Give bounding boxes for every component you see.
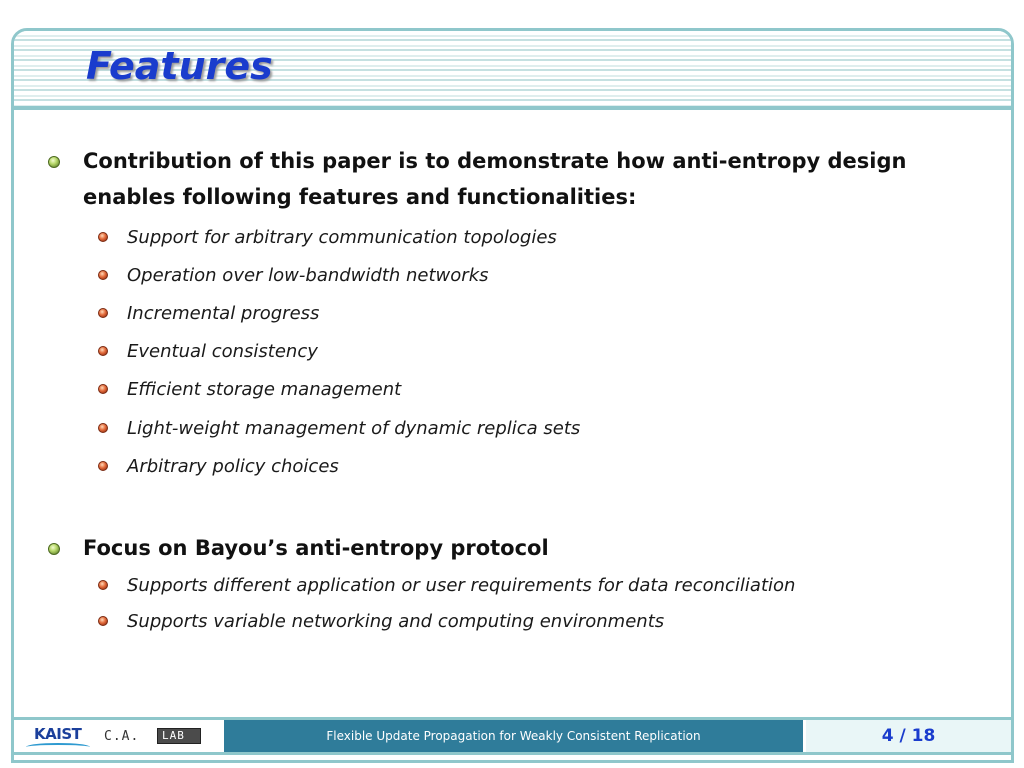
list-item: Supports variable networking and computing environments <box>127 611 665 632</box>
slide-title: Features <box>86 44 273 88</box>
section-heading-line: Contribution of this paper is to demonstrate how anti-entropy design <box>83 149 907 173</box>
list-item: Efficient storage management <box>127 379 402 400</box>
red-bullet-icon <box>98 308 108 318</box>
red-bullet-icon <box>98 346 108 356</box>
footer-caption-bar <box>224 720 803 752</box>
list-item: Operation over low-bandwidth networks <box>127 265 489 286</box>
page-number <box>882 726 936 746</box>
red-bullet-icon <box>98 461 108 471</box>
section-heading <box>83 530 983 566</box>
kaist-swoosh-icon <box>26 743 90 751</box>
list-item: Arbitrary policy choices <box>127 456 339 477</box>
lab-logo: LAB <box>162 729 185 742</box>
red-bullet-icon <box>98 616 108 626</box>
page-total: 18 <box>911 726 936 746</box>
footer-caption: Flexible Update Propagation for Weakly Consistent Replication <box>326 729 701 743</box>
list-item: Incremental progress <box>127 303 320 324</box>
page-separator: / <box>899 726 906 746</box>
list-item: Light-weight management of dynamic replica sets <box>127 418 581 439</box>
kaist-logo: KAIST <box>34 725 82 743</box>
red-bullet-icon <box>98 580 108 590</box>
red-bullet-icon <box>98 423 108 433</box>
section-heading-line: enables following features and functionalities: <box>83 185 637 209</box>
page-current: 4 <box>881 726 894 746</box>
ca-logo: C.A. <box>104 729 140 744</box>
section-heading-line: Focus on Bayou’s anti-entropy protocol <box>83 536 549 560</box>
list-item: Eventual consistency <box>127 341 318 362</box>
green-bullet-icon <box>48 543 60 555</box>
section-heading <box>83 143 983 215</box>
red-bullet-icon <box>98 232 108 242</box>
list-item: Support for arbitrary communication topologies <box>127 227 557 248</box>
green-bullet-icon <box>48 156 60 168</box>
red-bullet-icon <box>98 384 108 394</box>
list-item: Supports different application or user requirements for data reconciliation <box>127 575 796 596</box>
red-bullet-icon <box>98 270 108 280</box>
page-number-box <box>806 720 1011 752</box>
